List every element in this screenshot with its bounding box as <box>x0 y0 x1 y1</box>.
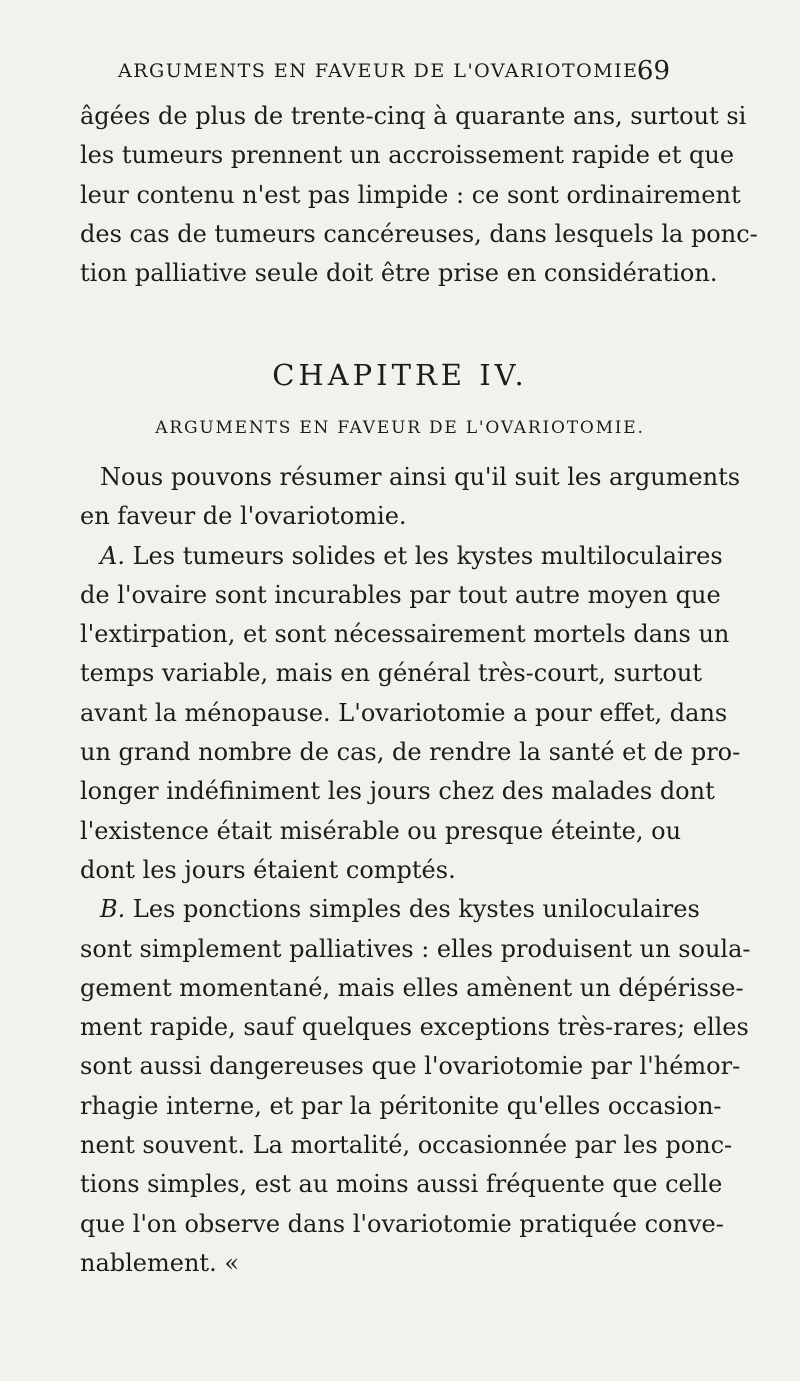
argument-b-first-text: Les ponctions simples des kystes uniloculaires <box>132 895 700 924</box>
text-line: âgées de plus de trente-cinq à quarante ans, surtout si <box>80 102 747 130</box>
argument-b-line: ment rapide, sauf quelques exceptions très-rares; elles <box>80 1013 749 1042</box>
intro-line: en faveur de l'ovariotomie. <box>80 502 407 531</box>
argument-a-label: A. <box>100 541 125 570</box>
body-text <box>80 458 751 1283</box>
argument-a-first-text: Les tumeurs solides et les kystes multiloculaires <box>132 541 723 570</box>
intro-line: Nous pouvons résumer ainsi qu'il suit les arguments <box>100 463 741 491</box>
argument-b-line: que l'on observe dans l'ovariotomie pratiquée conve- <box>80 1209 724 1238</box>
argument-b-line: nablement. « <box>80 1248 240 1277</box>
section-title: ARGUMENTS EN FAVEUR DE L'OVARIOTOMIE. <box>155 418 645 438</box>
argument-b-line: rhagie interne, et par la péritonite qu'elles occasion- <box>80 1091 722 1120</box>
running-title: ARGUMENTS EN FAVEUR DE L'OVARIOTOMIE. <box>118 60 647 82</box>
argument-a-first-line <box>80 537 723 576</box>
argument-b-line: gement momentané, mais elles amènent un dépérisse- <box>80 973 744 1002</box>
argument-a-line: longer indéfiniment les jours chez des malades dont <box>80 777 715 806</box>
argument-a-line: l'extirpation, et sont nécessairement mortels dans un <box>80 620 730 649</box>
text-line: leur contenu n'est pas limpide : ce sont ordinairement <box>80 180 741 209</box>
text-line: des cas de tumeurs cancéreuses, dans lesquels la ponc- <box>80 219 758 248</box>
text-line: tion palliative seule doit être prise en considération. <box>80 259 718 288</box>
argument-a-line: temps variable, mais en général très-court, surtout <box>80 659 702 688</box>
text-line: les tumeurs prennent un accroissement rapide et que <box>80 141 735 170</box>
chapter-title: CHAPITRE IV. <box>272 358 528 392</box>
argument-b-first-line <box>80 890 700 929</box>
top-paragraph <box>80 97 758 293</box>
argument-a-line: avant la ménopause. L'ovariotomie a pour effet, dans <box>80 698 728 727</box>
argument-a-line: un grand nombre de cas, de rendre la santé et de pro- <box>80 738 741 767</box>
running-head <box>118 56 670 88</box>
argument-a-line: l'existence était misérable ou presque éteinte, ou <box>80 816 682 845</box>
argument-b-line: tions simples, est au moins aussi fréquente que celle <box>80 1170 723 1199</box>
argument-a-line: de l'ovaire sont incurables par tout autre moyen que <box>80 580 721 609</box>
argument-b-label: B. <box>100 895 126 924</box>
argument-a-line: dont les jours étaient comptés. <box>80 855 456 884</box>
argument-b-line: sont simplement palliatives : elles produisent un soula- <box>80 934 751 963</box>
page-number: 69 <box>636 56 670 86</box>
argument-b-line: nent souvent. La mortalité, occasionnée par les ponc- <box>80 1131 733 1160</box>
argument-b-line: sont aussi dangereuses que l'ovariotomie par l'hémor- <box>80 1052 741 1081</box>
